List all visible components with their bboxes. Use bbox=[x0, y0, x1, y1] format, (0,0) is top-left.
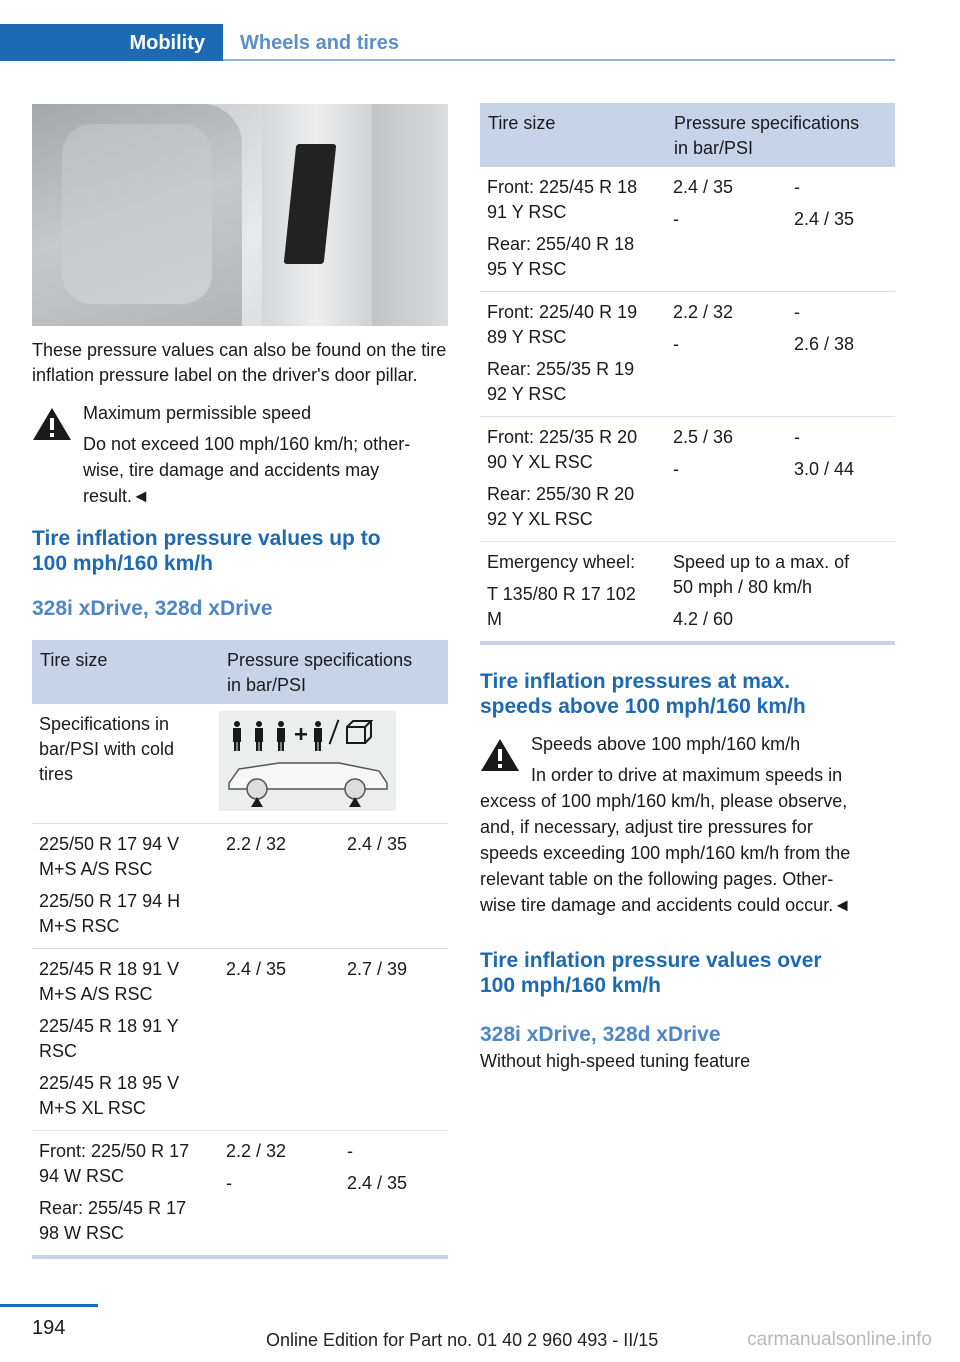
intro-text: These pressure values can also be found on the tire inflation pressure label on the driver's door pillar. bbox=[32, 340, 447, 385]
pressure-table-upto-continued bbox=[480, 103, 895, 645]
tire-size-cell bbox=[32, 949, 219, 1131]
pressure-text: 3.0 / 44 bbox=[794, 459, 855, 479]
pressure-text: 2.7 / 39 bbox=[347, 959, 408, 979]
pressure-cell bbox=[666, 292, 787, 417]
tire-text: Front: 225/50 R 17 bbox=[39, 1141, 190, 1161]
section-heading-upto bbox=[32, 526, 448, 576]
header-rule bbox=[223, 59, 895, 61]
header-text: in bar/PSI bbox=[674, 138, 754, 158]
heading-line: Tire inflation pressures at max. bbox=[480, 670, 791, 693]
tire-size-cell bbox=[32, 824, 219, 949]
warning-title: Maximum permissible speed bbox=[83, 403, 312, 423]
tire-text: M+S A/S RSC bbox=[39, 984, 153, 1004]
tire-text: 91 Y RSC bbox=[487, 202, 567, 222]
pressure-table-upto bbox=[32, 640, 448, 1259]
tire-text: 225/45 R 18 95 V bbox=[39, 1073, 180, 1093]
tire-text: M+S A/S RSC bbox=[39, 859, 153, 879]
heading-line: Tire inflation pressure values over bbox=[480, 949, 822, 972]
tire-size-cell bbox=[480, 167, 666, 292]
pressure-text: 2.4 / 35 bbox=[673, 177, 734, 197]
pressure-text: - bbox=[794, 427, 800, 447]
tire-text: 225/50 R 17 94 V bbox=[39, 834, 180, 854]
emergency-speed-text: 50 mph / 80 km/h bbox=[673, 577, 813, 597]
warning-body bbox=[32, 431, 448, 509]
tire-text: 225/45 R 18 91 Y bbox=[39, 1016, 179, 1036]
table-row bbox=[480, 167, 895, 292]
emergency-speed-text: Speed up to a max. of bbox=[673, 552, 850, 572]
right-column bbox=[480, 103, 895, 1074]
tire-text: 95 Y RSC bbox=[487, 259, 567, 279]
tire-size-cell bbox=[480, 292, 666, 417]
pressure-cell bbox=[787, 292, 895, 417]
emergency-wheel-cell bbox=[480, 542, 666, 644]
warning-icon bbox=[480, 737, 520, 773]
pressure-text: 2.4 / 35 bbox=[794, 209, 855, 229]
note-text: bar/PSI with cold bbox=[39, 739, 175, 759]
emergency-pressure-text: 4.2 / 60 bbox=[673, 609, 734, 629]
tire-text: 225/50 R 17 94 H bbox=[39, 891, 181, 911]
tire-text: Front: 225/35 R 20 bbox=[487, 427, 638, 447]
section-heading-over bbox=[480, 948, 895, 998]
pressure-cell bbox=[219, 949, 340, 1131]
pressure-cell bbox=[219, 1131, 340, 1258]
model-subheading: 328i xDrive, 328d xDrive bbox=[480, 1023, 721, 1046]
feature-note: Without high-speed tuning feature bbox=[480, 1051, 751, 1071]
watermark: carmanualsonline.info bbox=[747, 1329, 932, 1350]
table-row bbox=[32, 824, 448, 949]
col-header-pressure bbox=[666, 103, 895, 167]
tire-text: 98 W RSC bbox=[39, 1223, 125, 1243]
pressure-text: - bbox=[226, 1173, 232, 1193]
footer-rule bbox=[0, 1304, 98, 1307]
emergency-text: Emergency wheel: bbox=[487, 552, 636, 572]
warning-title: Speeds above 100 mph/160 km/h bbox=[531, 734, 801, 754]
emergency-pressure-cell bbox=[666, 542, 895, 644]
pressure-cell bbox=[219, 824, 340, 949]
load-icon-cell bbox=[219, 704, 448, 824]
tire-text: 225/45 R 18 91 V bbox=[39, 959, 180, 979]
pressure-text: - bbox=[794, 302, 800, 322]
emergency-text: M bbox=[487, 609, 502, 629]
tire-text: Rear: 255/45 R 17 bbox=[39, 1198, 187, 1218]
chapter-tab[interactable]: Mobility bbox=[0, 24, 223, 60]
warning-high-speed bbox=[480, 731, 895, 918]
cold-tires-note bbox=[32, 704, 219, 824]
warning-body-text: Do not exceed 100 mph/160 km/h; other‐wise, tire damage and accidents may result.◄ bbox=[83, 434, 411, 506]
left-column bbox=[32, 104, 448, 1259]
pressure-cell bbox=[340, 949, 448, 1131]
col-header-tire-size: Tire size bbox=[32, 640, 219, 704]
warning-line: and, if necessary, adjust tire pressures for bbox=[480, 817, 813, 837]
table-row bbox=[32, 949, 448, 1131]
heading-line: speeds above 100 mph/160 km/h bbox=[480, 695, 806, 718]
heading-line: 100 mph/160 km/h bbox=[32, 552, 213, 575]
section-tab[interactable]: Wheels and tires bbox=[240, 32, 399, 54]
pressure-cell bbox=[666, 417, 787, 542]
pressure-cell bbox=[340, 1131, 448, 1258]
table-row bbox=[32, 1131, 448, 1258]
warning-icon bbox=[32, 406, 72, 442]
pressure-text: 2.4 / 35 bbox=[347, 834, 408, 854]
model-subheading: 328i xDrive, 328d xDrive bbox=[32, 597, 273, 620]
warning-max-speed bbox=[32, 400, 448, 509]
tire-size-cell bbox=[480, 417, 666, 542]
page-header bbox=[0, 24, 895, 62]
edition-text: Online Edition for Part no. 01 40 2 960 493 - II/15 bbox=[266, 1330, 659, 1350]
pressure-text: - bbox=[673, 209, 679, 229]
door-pillar-photo bbox=[32, 104, 448, 326]
tire-text: 92 Y RSC bbox=[487, 384, 567, 404]
pressure-text: 2.6 / 38 bbox=[794, 334, 855, 354]
tire-text: 94 W RSC bbox=[39, 1166, 125, 1186]
tire-text: RSC bbox=[39, 1041, 78, 1061]
warning-line: excess of 100 mph/160 km/h, please observe, bbox=[480, 791, 848, 811]
tire-text: Rear: 255/40 R 18 bbox=[487, 234, 635, 254]
warning-line: wise tire damage and accidents could occur.◄ bbox=[480, 895, 852, 915]
tire-text: 90 Y XL RSC bbox=[487, 452, 593, 472]
vehicle-load-icon bbox=[219, 711, 396, 811]
pressure-cell bbox=[787, 167, 895, 292]
tire-text: M+S RSC bbox=[39, 916, 120, 936]
tire-text: Front: 225/40 R 19 bbox=[487, 302, 638, 322]
section-heading-max-speed bbox=[480, 669, 895, 719]
tire-text: Front: 225/45 R 18 bbox=[487, 177, 638, 197]
pressure-text: - bbox=[673, 459, 679, 479]
tire-text: Rear: 255/35 R 19 bbox=[487, 359, 635, 379]
table-row-emergency bbox=[480, 542, 895, 644]
note-text: tires bbox=[39, 764, 74, 784]
pressure-text: 2.2 / 32 bbox=[226, 1141, 287, 1161]
pressure-cell bbox=[666, 167, 787, 292]
pressure-text: - bbox=[673, 334, 679, 354]
header-text: Pressure specifications bbox=[674, 113, 860, 133]
table-row bbox=[480, 292, 895, 417]
warning-line: speeds exceeding 100 mph/160 km/h from the bbox=[480, 843, 851, 863]
tire-text: 89 Y RSC bbox=[487, 327, 567, 347]
header-text: in bar/PSI bbox=[227, 675, 307, 695]
col-header-pressure bbox=[219, 640, 448, 704]
pressure-text: - bbox=[794, 177, 800, 197]
note-text: Specifications in bbox=[39, 714, 170, 734]
header-rule-active bbox=[0, 59, 223, 61]
table-row bbox=[480, 417, 895, 542]
tire-text: Rear: 255/30 R 20 bbox=[487, 484, 635, 504]
pressure-text: 2.4 / 35 bbox=[347, 1173, 408, 1193]
pressure-text: - bbox=[347, 1141, 353, 1161]
pressure-cell bbox=[340, 824, 448, 949]
heading-line: Tire inflation pressure values up to bbox=[32, 527, 381, 550]
tire-size-cell bbox=[32, 1131, 219, 1258]
page-number: 194 bbox=[32, 1317, 66, 1339]
col-header-tire-size: Tire size bbox=[480, 103, 666, 167]
header-text: Pressure specifications bbox=[227, 650, 413, 670]
pressure-cell bbox=[787, 417, 895, 542]
pressure-text: 2.4 / 35 bbox=[226, 959, 287, 979]
tire-text: M+S XL RSC bbox=[39, 1098, 146, 1118]
pressure-text: 2.2 / 32 bbox=[226, 834, 287, 854]
pressure-text: 2.2 / 32 bbox=[673, 302, 734, 322]
heading-line: 100 mph/160 km/h bbox=[480, 974, 661, 997]
warning-line: In order to drive at maximum speeds in bbox=[531, 765, 843, 785]
tire-text: 92 Y XL RSC bbox=[487, 509, 593, 529]
pressure-text: 2.5 / 36 bbox=[673, 427, 734, 447]
warning-line: relevant table on the following pages. Other‐ bbox=[480, 869, 834, 889]
emergency-text: T 135/80 R 17 102 bbox=[487, 584, 636, 604]
